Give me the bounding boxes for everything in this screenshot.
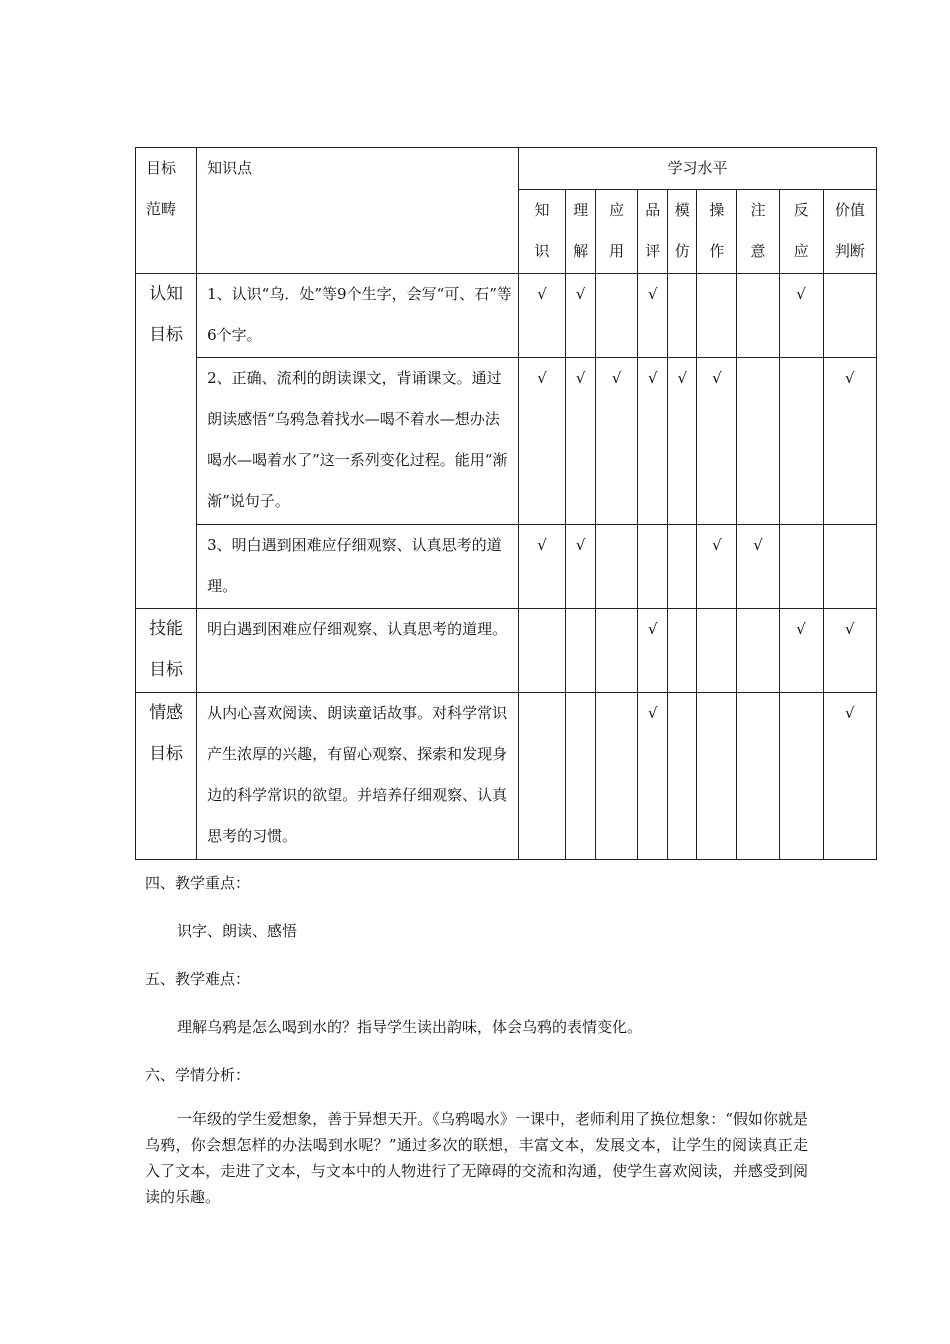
level-mark-cell: √ (779, 609, 823, 693)
category-cell (136, 274, 197, 609)
table-row (136, 609, 877, 693)
level-mark-cell: √ (638, 693, 668, 860)
level-header-cell (518, 190, 565, 274)
section-focus-text: 识字、朗读、感悟 (177, 922, 298, 940)
level-mark-cell: √ (518, 525, 565, 609)
level-mark-cell (737, 358, 779, 525)
level-mark-cell: √ (697, 525, 737, 609)
category-text: 情感 (149, 703, 184, 723)
category-text: 认知 (149, 284, 184, 304)
level-header-text: 注 (750, 201, 766, 219)
level-mark-cell: √ (779, 274, 823, 358)
level-header-text: 作 (709, 242, 725, 260)
category-cell (136, 693, 197, 860)
level-mark-cell: √ (638, 274, 668, 358)
level-mark-cell (697, 609, 737, 693)
knowledge-point-cell: 从内心喜欢阅读、朗读童话故事。对科学常识产生浓厚的兴趣，有留心观察、探索和发现身边的科学常识的欲望。并培养仔细观察、认真思考的习惯。 (197, 693, 519, 860)
table-row (136, 693, 877, 860)
knowledge-point-cell: 3、明白遇到困难应仔细观察、认真思考的道理。 (197, 525, 519, 609)
level-mark-cell: √ (697, 358, 737, 525)
header-category-line2: 范畴 (146, 200, 177, 218)
knowledge-point-cell: 1、认识“乌．处”等9个生字，会写“可、石”等6个字。 (197, 274, 519, 358)
level-mark-cell: √ (823, 358, 876, 525)
level-mark-cell (596, 609, 638, 693)
level-header-text: 品 (645, 201, 661, 219)
level-mark-cell (518, 693, 565, 860)
level-header-cell (638, 190, 668, 274)
level-header-text: 判断 (834, 242, 865, 260)
level-mark-cell (697, 693, 737, 860)
table-body (136, 274, 877, 860)
level-mark-cell (668, 609, 697, 693)
knowledge-point-cell: 明白遇到困难应仔细观察、认真思考的道理。 (197, 609, 519, 693)
section-analysis-title: 六、学情分析： (145, 1066, 251, 1084)
table-row (136, 525, 877, 609)
level-mark-cell: √ (566, 274, 596, 358)
knowledge-point-cell: 2、正确、流利的朗读课文，背诵课文。通过朗读感悟“乌鸦急着找水—喝不着水—想办法喝水—喝着水了”这一系列变化过程。能用“渐渐”说句子。 (197, 358, 519, 525)
level-header-text: 意 (750, 242, 766, 260)
level-header-text: 仿 (674, 242, 690, 260)
level-header-cell (566, 190, 596, 274)
level-mark-cell: √ (596, 358, 638, 525)
level-mark-cell (518, 609, 565, 693)
level-header-text: 评 (645, 242, 661, 260)
section-difficulty-text: 理解乌鸦是怎么喝到水的？指导学生读出韵味，体会乌鸦的表情变化。 (177, 1018, 643, 1036)
level-mark-cell: √ (518, 274, 565, 358)
level-header-cell (823, 190, 876, 274)
level-header-cell (737, 190, 779, 274)
level-mark-cell (737, 609, 779, 693)
level-mark-cell: √ (566, 358, 596, 525)
level-mark-cell (638, 525, 668, 609)
level-mark-cell (779, 525, 823, 609)
level-mark-cell (596, 525, 638, 609)
level-mark-cell: √ (668, 358, 697, 525)
level-header-text: 知 (534, 201, 550, 219)
level-mark-cell (566, 693, 596, 860)
level-header-text: 理 (573, 201, 589, 219)
header-knowledge-cell: 知识点 (197, 148, 519, 274)
level-mark-cell: √ (638, 609, 668, 693)
level-header-cell (596, 190, 638, 274)
level-header-text: 模 (674, 201, 690, 219)
table-row (136, 274, 877, 358)
level-mark-cell: √ (566, 525, 596, 609)
level-mark-cell (737, 693, 779, 860)
level-mark-cell (596, 274, 638, 358)
learning-objectives-table (135, 147, 877, 860)
level-mark-cell: √ (737, 525, 779, 609)
category-text: 技能 (149, 619, 184, 639)
header-level-title: 学习水平 (518, 148, 876, 190)
level-header-text: 应 (609, 201, 625, 219)
level-mark-cell: √ (823, 693, 876, 860)
table-header-row (136, 148, 877, 190)
section-analysis-text: 一年级的学生爱想象，善于异想天开。《乌鸦喝水》一课中，老师利用了换位想象：“假如你就是乌鸦，你会想怎样的办法喝到水呢？”通过多次的联想，丰富文本，发展文本，让学生的阅读真正走入了文本，走进了文本，与文本中的人物进行了无障碍的交流和沟通，使学生喜欢阅读，并感受到阅读的乐趣。 (145, 1110, 808, 1206)
table-row (136, 358, 877, 525)
category-text: 目标 (149, 325, 184, 345)
section-difficulty-title: 五、教学难点： (145, 970, 251, 988)
level-mark-cell (779, 693, 823, 860)
level-header-text: 应 (793, 242, 809, 260)
level-header-text: 反 (793, 201, 809, 219)
level-header-cell (697, 190, 737, 274)
level-header-text: 用 (609, 242, 625, 260)
header-category-line1: 目标 (146, 159, 177, 177)
level-header-cell (668, 190, 697, 274)
category-text: 目标 (149, 660, 184, 680)
level-mark-cell (737, 274, 779, 358)
level-mark-cell (668, 525, 697, 609)
level-mark-cell (668, 693, 697, 860)
level-mark-cell (668, 274, 697, 358)
category-cell (136, 609, 197, 693)
header-category-cell (136, 148, 197, 274)
level-mark-cell (779, 358, 823, 525)
section-focus-title: 四、教学重点： (145, 874, 251, 892)
level-header-cell (779, 190, 823, 274)
level-mark-cell (566, 609, 596, 693)
level-mark-cell: √ (518, 358, 565, 525)
level-mark-cell (823, 525, 876, 609)
level-mark-cell: √ (823, 609, 876, 693)
level-mark-cell (596, 693, 638, 860)
level-mark-cell (823, 274, 876, 358)
category-text: 目标 (149, 744, 184, 764)
level-header-text: 价值 (834, 201, 865, 219)
level-mark-cell: √ (638, 358, 668, 525)
level-header-text: 操 (709, 201, 725, 219)
level-header-text: 识 (534, 242, 550, 260)
level-header-text: 解 (573, 242, 589, 260)
level-mark-cell (697, 274, 737, 358)
